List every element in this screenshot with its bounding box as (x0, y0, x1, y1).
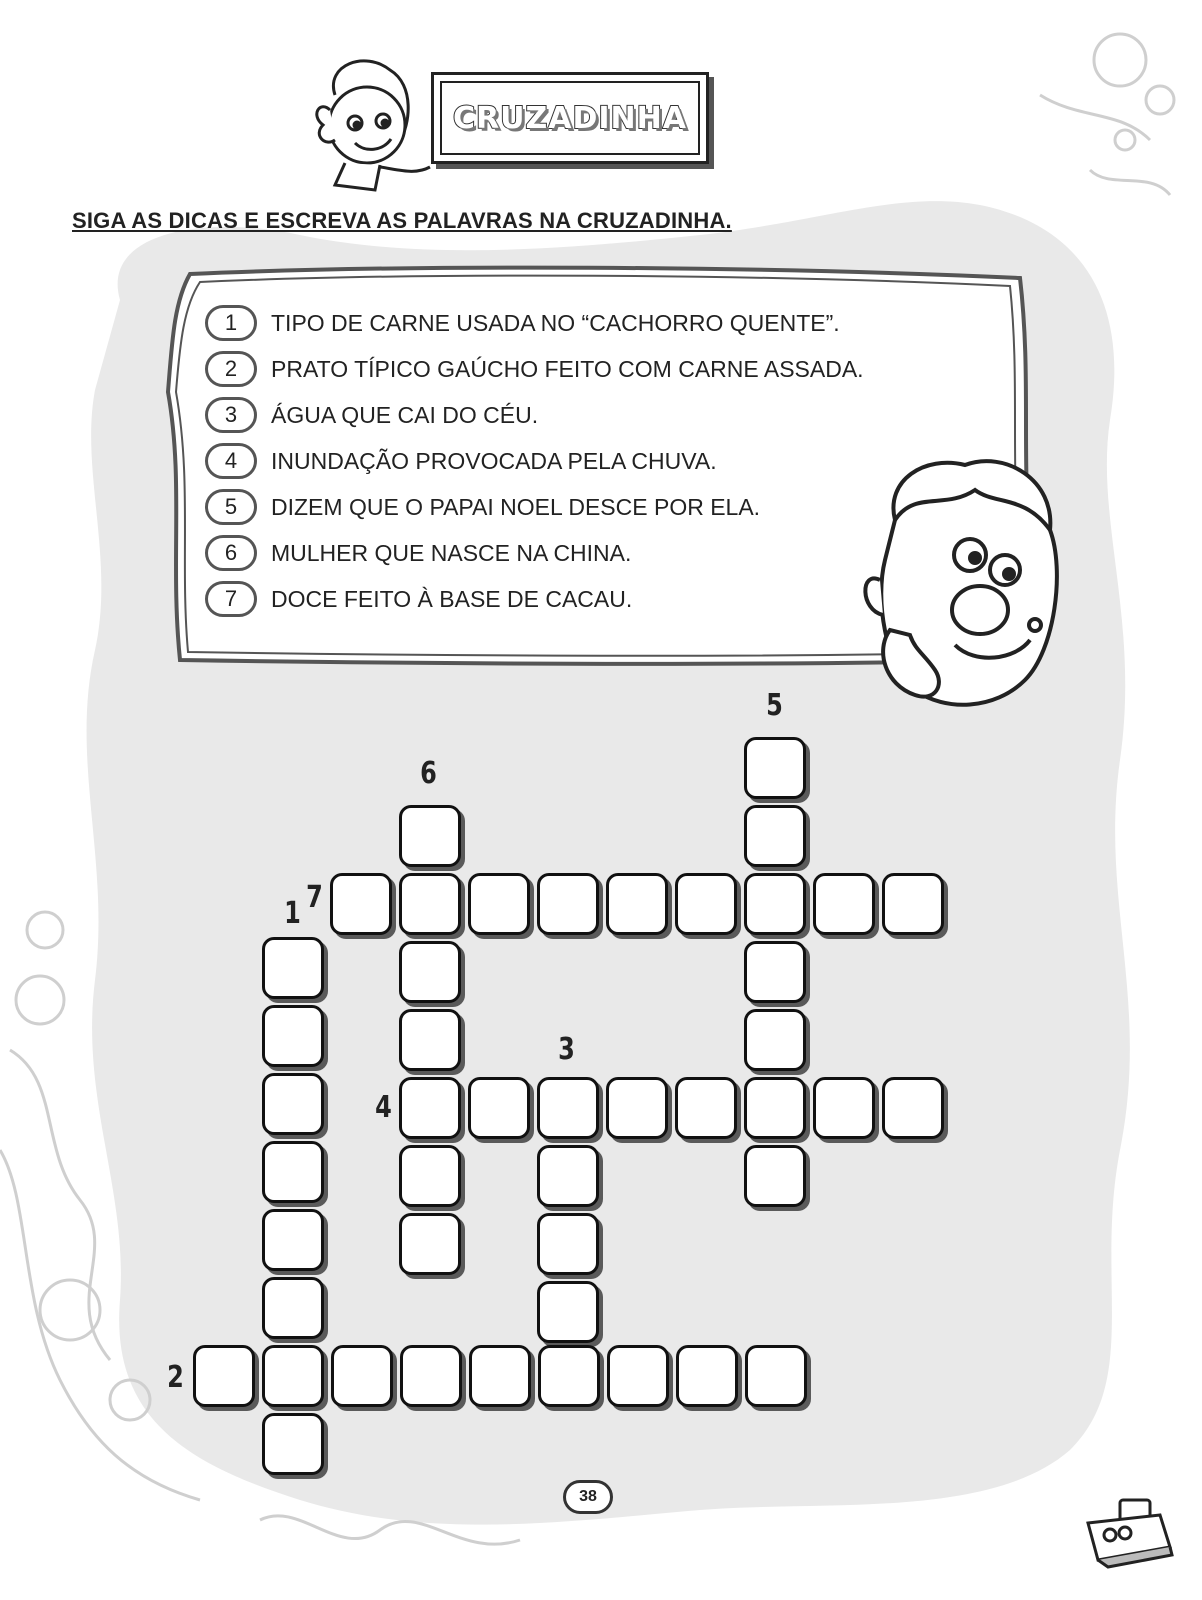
crossword-cell[interactable] (813, 1077, 875, 1139)
clue-number: 2 (205, 351, 257, 387)
instruction-text: SIGA AS DICAS E ESCREVA AS PALAVRAS NA CRUZADINHA. (72, 208, 732, 233)
printer-icon (1080, 1495, 1175, 1570)
grid-label-5: 5 (766, 688, 783, 723)
crossword-cell[interactable] (675, 873, 737, 935)
grid-label-6: 6 (420, 756, 437, 791)
crossword-cell[interactable] (399, 1077, 461, 1139)
crossword-cell[interactable] (537, 1281, 599, 1343)
crossword-cell[interactable] (745, 1345, 807, 1407)
crossword-cell[interactable] (537, 873, 599, 935)
crossword-cell[interactable] (468, 1077, 530, 1139)
crossword-cell[interactable] (262, 1277, 324, 1339)
clue-text: ÁGUA QUE CAI DO CÉU. (271, 401, 539, 428)
clue-text: PRATO TÍPICO GAÚCHO FEITO COM CARNE ASSADA. (271, 355, 864, 382)
crossword-cell[interactable] (606, 873, 668, 935)
crossword-cell[interactable] (537, 1213, 599, 1275)
clue-text: TIPO DE CARNE USADA NO “CACHORRO QUENTE”. (271, 309, 840, 336)
crossword-cell[interactable] (262, 1345, 324, 1407)
clue-number: 4 (205, 443, 257, 479)
crossword-cell[interactable] (744, 873, 806, 935)
grid-label-2: 2 (167, 1360, 184, 1395)
crossword-cell[interactable] (262, 1413, 324, 1475)
crossword-cell[interactable] (882, 873, 944, 935)
clue-number: 1 (205, 305, 257, 341)
crossword-cell[interactable] (606, 1077, 668, 1139)
crossword-cell[interactable] (675, 1077, 737, 1139)
crossword-cell[interactable] (399, 1213, 461, 1275)
crossword-cell[interactable] (262, 1073, 324, 1135)
crossword-cell[interactable] (813, 873, 875, 935)
clue-number: 3 (205, 397, 257, 433)
crossword-cell[interactable] (537, 1077, 599, 1139)
crossword-cell[interactable] (331, 1345, 393, 1407)
crossword-cell[interactable] (744, 805, 806, 867)
crossword-cell[interactable] (744, 1009, 806, 1071)
crossword-cell[interactable] (262, 1209, 324, 1271)
crossword-cell[interactable] (537, 1145, 599, 1207)
crossword-cell[interactable] (607, 1345, 669, 1407)
crossword-cell[interactable] (744, 737, 806, 799)
crossword-cell[interactable] (399, 1145, 461, 1207)
crossword-cell[interactable] (882, 1077, 944, 1139)
crossword-cell[interactable] (399, 1009, 461, 1071)
grid-label-1: 1 (284, 896, 301, 931)
clue-number: 6 (205, 535, 257, 571)
page-number: 38 (563, 1480, 613, 1514)
clue-number: 5 (205, 489, 257, 525)
crossword-cell[interactable] (193, 1345, 255, 1407)
crossword-cell[interactable] (744, 1077, 806, 1139)
crossword-cell[interactable] (469, 1345, 531, 1407)
crossword-cell[interactable] (399, 873, 461, 935)
crossword-cell[interactable] (262, 937, 324, 999)
crossword-cell[interactable] (538, 1345, 600, 1407)
crossword-cell[interactable] (468, 873, 530, 935)
crossword-cell[interactable] (676, 1345, 738, 1407)
clue-text: DOCE FEITO À BASE DE CACAU. (271, 585, 633, 612)
clue-number: 7 (205, 581, 257, 617)
clue-text: DIZEM QUE O PAPAI NOEL DESCE POR ELA. (271, 493, 761, 520)
clue-text: MULHER QUE NASCE NA CHINA. (271, 539, 632, 566)
grid-label-4: 4 (375, 1090, 392, 1125)
grid-label-7: 7 (306, 880, 323, 915)
crossword-cell[interactable] (262, 1141, 324, 1203)
crossword-cell[interactable] (262, 1005, 324, 1067)
crossword-cell[interactable] (330, 873, 392, 935)
crossword-cell[interactable] (744, 941, 806, 1003)
crossword-cell[interactable] (399, 941, 461, 1003)
crossword-cell[interactable] (744, 1145, 806, 1207)
crossword-cell[interactable] (400, 1345, 462, 1407)
page-title: CRUZADINHA (453, 100, 687, 136)
clue-text: INUNDAÇÃO PROVOCADA PELA CHUVA. (271, 447, 717, 474)
grid-label-3: 3 (558, 1032, 575, 1067)
crossword-cell[interactable] (399, 805, 461, 867)
